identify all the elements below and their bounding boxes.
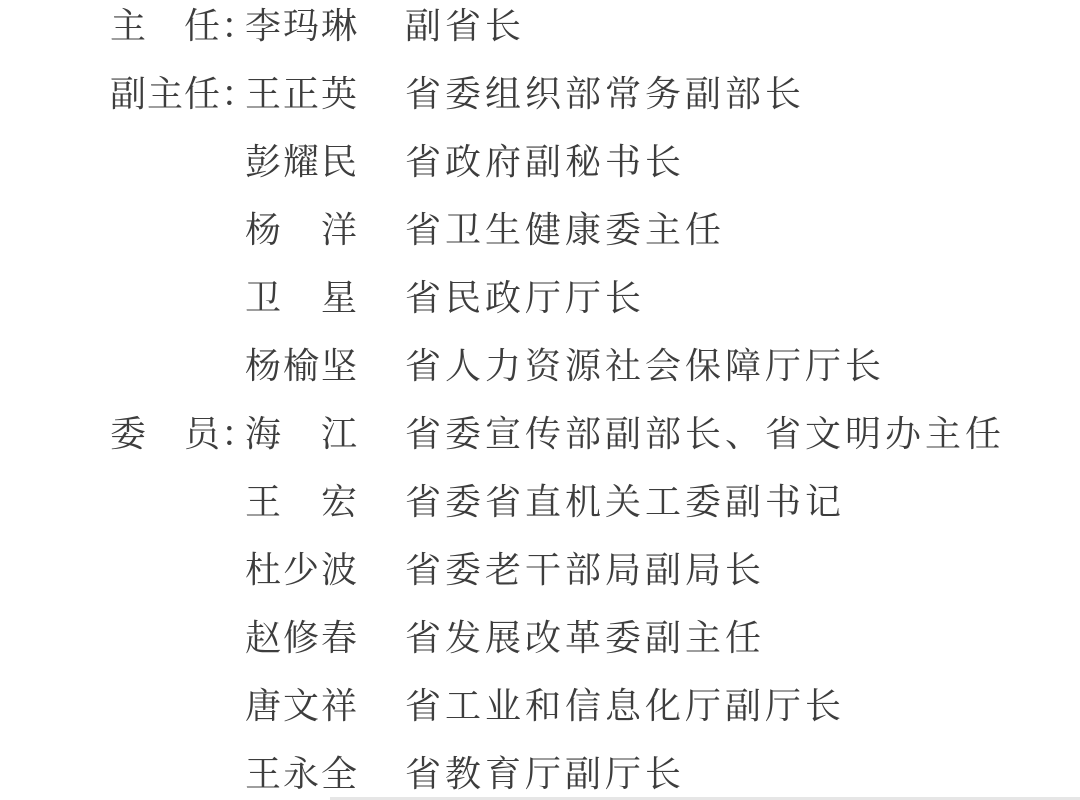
list-item	[0, 197, 1080, 265]
list-item	[0, 605, 1080, 673]
member-title: 省工业和信息化厅副厅长	[405, 686, 846, 727]
member-title: 省民政厅厅长	[405, 278, 646, 319]
member-name: 彭耀民	[245, 142, 360, 183]
member-name: 杨榆坚	[245, 346, 360, 387]
member-title: 省委老干部局副局长	[405, 550, 766, 591]
role-label: 副主任：	[110, 74, 259, 115]
list-item	[0, 741, 1080, 800]
member-title: 省人力资源社会保障厅厅长	[405, 346, 886, 387]
member-title: 省委宣传部副部长、省文明办主任	[405, 414, 1006, 455]
member-name: 王永全	[245, 754, 360, 795]
role-label: 委 员：	[110, 414, 259, 455]
list-item	[0, 0, 1080, 61]
member-name: 王 宏	[245, 482, 360, 523]
list-item	[0, 61, 1080, 129]
list-item	[0, 265, 1080, 333]
list-item	[0, 401, 1080, 469]
member-name: 李玛琳	[245, 6, 360, 47]
member-name: 赵修春	[245, 618, 360, 659]
member-name: 杨 洋	[245, 210, 360, 251]
member-title: 省卫生健康委主任	[405, 210, 726, 251]
member-name: 杜少波	[245, 550, 360, 591]
role-label: 主 任：	[110, 6, 259, 47]
list-item	[0, 129, 1080, 197]
member-title: 省政府副秘书长	[405, 142, 686, 183]
member-name: 海 江	[245, 414, 360, 455]
member-title: 省教育厅副厅长	[405, 754, 686, 795]
list-item	[0, 537, 1080, 605]
list-item	[0, 333, 1080, 401]
member-title: 省委组织部常务副部长	[405, 74, 806, 115]
list-item	[0, 673, 1080, 741]
member-name: 卫 星	[245, 278, 360, 319]
member-title: 副省长	[405, 6, 526, 47]
list-item	[0, 469, 1080, 537]
member-name: 王正英	[245, 74, 360, 115]
member-title: 省委省直机关工委副书记	[405, 482, 846, 523]
member-title: 省发展改革委副主任	[405, 618, 766, 659]
member-name: 唐文祥	[245, 686, 360, 727]
